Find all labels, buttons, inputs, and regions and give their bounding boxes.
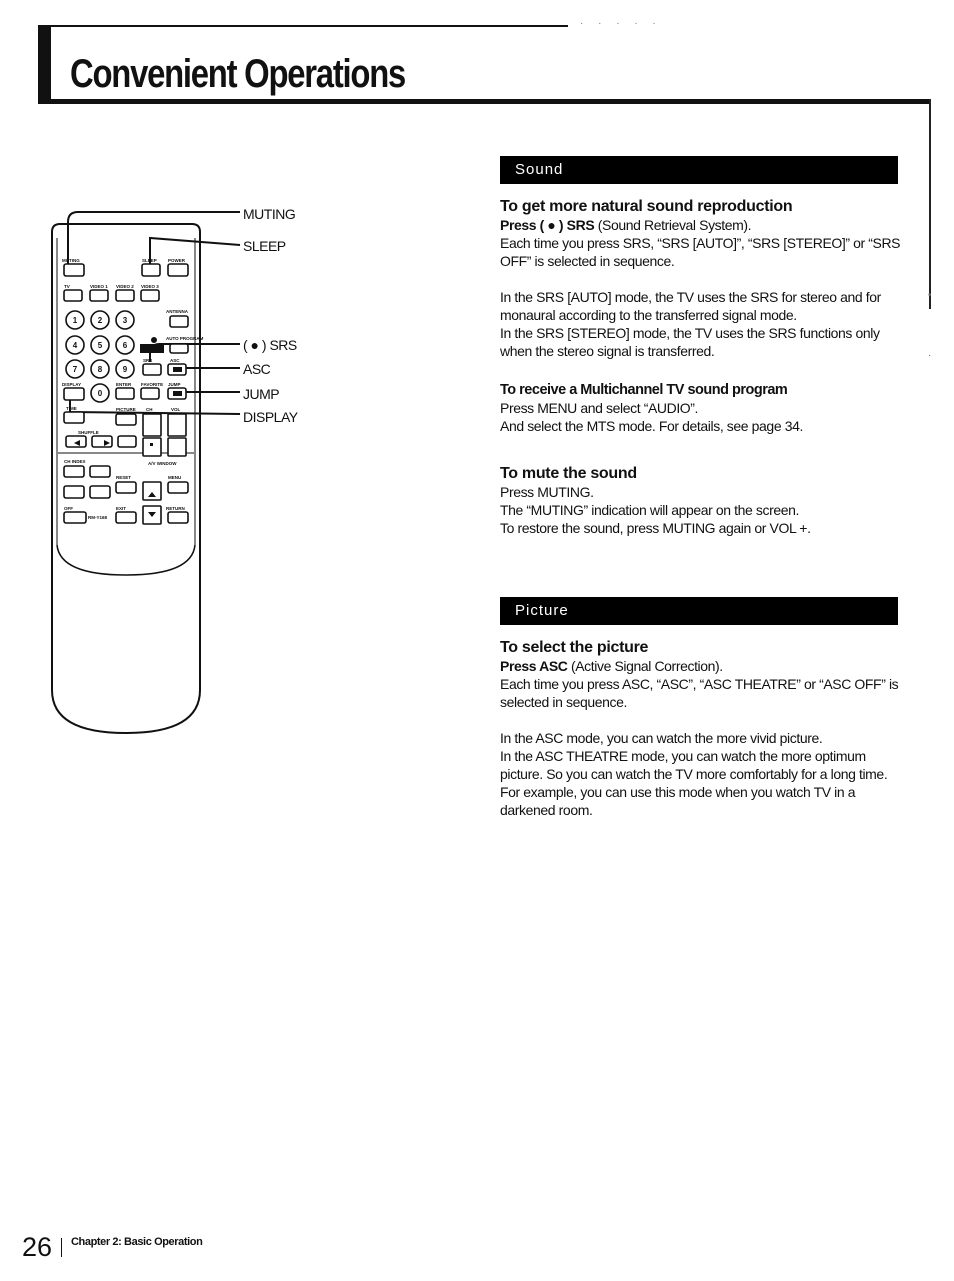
remote-label-auto-program: AUTO PROGRAM [166,336,204,341]
remote-label-asc: ASC [170,358,180,363]
mute-paragraph-2: The “MUTING” indication will appear on the screen. [500,502,800,518]
callout-muting: MUTING [243,206,296,222]
digit-8: 8 [97,365,103,374]
picture-section [500,639,910,819]
mute-heading: To mute the sound [500,465,637,482]
mute-paragraph-3: To restore the sound, press MUTING again or VOL +. [500,520,811,536]
remote-label-muting: MUTING [62,258,80,263]
mts-heading: To receive a Multichannel TV sound program [500,382,788,398]
sound-section-band: Sound [500,156,898,184]
remote-label-menu: MENU [168,475,182,480]
remote-label-return: RETURN [166,506,185,511]
remote-label-video3: VIDEO 3 [141,284,159,289]
remote-label-ch: CH [146,407,153,412]
digit-4: 4 [72,341,78,350]
footer-divider [61,1238,62,1257]
right-margin-rule [929,99,931,309]
remote-label-jump: JUMP [168,382,181,387]
remote-label-display: DISPLAY [62,382,82,387]
remote-label-power: POWER [168,258,186,263]
srs-paragraph-2: In the SRS [AUTO] mode, the TV uses the SRS for stereo and for monaural according to the transferred signal mode. [500,289,881,323]
remote-label-video2: VIDEO 2 [116,284,134,289]
remote-label-srs: SRS [143,358,153,363]
digit-2: 2 [97,316,103,325]
remote-label-enter: ENTER [116,382,132,387]
remote-label-shuffle: SHUFFLE [78,430,99,435]
callout-sleep: SLEEP [243,238,286,254]
picture-section-band: Picture [500,597,898,625]
remote-label-video1: VIDEO 1 [90,284,108,289]
srs-paragraph-1: Each time you press SRS, “SRS [AUTO]”, “SRS [STEREO]” or “SRS OFF” is selected in sequence. [500,235,901,269]
page-title: Convenient Operations [70,52,406,96]
margin-mark: · [928,350,932,361]
title-top-rule [38,25,568,27]
asc-press-label: Press ASC [500,658,568,674]
title-decoration-dots: · · · · · [580,18,662,29]
remote-label-picture: PICTURE [116,407,136,412]
callout-display: DISPLAY [243,409,298,425]
asc-press-description: (Active Signal Correction). [567,658,723,674]
mts-paragraph-2: And select the MTS mode. For details, see page 34. [500,418,803,434]
picture-paragraph-3: In the ASC THEATRE mode, you can watch the more optimum picture. So you can watch the TV more comfortably for a long time. For example, you can use this mode when you watch TV in a darkened room. [500,748,888,818]
digit-5: 5 [97,341,103,350]
digit-7: 7 [72,365,78,374]
remote-label-favorite: FAVORITE [141,382,164,387]
callout-jump: JUMP [243,386,280,402]
picture-paragraph-1: Each time you press ASC, “ASC”, “ASC THEATRE” or “ASC OFF” is selected in sequence. [500,676,899,710]
digit-9: 9 [122,365,128,374]
mute-paragraph-1: Press MUTING. [500,484,594,500]
remote-label-antenna: ANTENNA [166,309,188,314]
mts-paragraph-1: Press MENU and select “AUDIO”. [500,400,699,416]
page-number: 26 [22,1232,53,1262]
remote-control-illustration [40,145,310,745]
mute-section [500,465,910,537]
mts-section [500,381,910,435]
remote-label-av-window: A/V WINDOW [148,461,177,466]
remote-label-sleep: SLEEP [142,258,157,263]
srs-press-label: Press ( ● ) SRS [500,217,595,233]
remote-label-ch-index: CH INDEX [64,459,86,464]
remote-label-vol: VOL [171,407,181,412]
title-rule [38,99,931,104]
digit-3: 3 [122,316,128,325]
remote-label-reset: RESET [116,475,132,480]
chapter-label: Chapter 2: Basic Operation [71,1236,203,1248]
srs-section [500,198,910,360]
callout-srs: ( ● ) SRS [243,337,297,353]
digit-1: 1 [72,316,78,325]
digit-6: 6 [122,341,128,350]
picture-heading: To select the picture [500,639,649,656]
remote-label-off: OFF [64,506,73,511]
picture-paragraph-2: In the ASC mode, you can watch the more vivid picture. [500,730,823,746]
title-block-bar [38,25,51,100]
remote-label-model: RM-Y168 [88,515,108,520]
remote-label-exit: EXIT [116,506,127,511]
srs-press-description: (Sound Retrieval System). [594,217,752,233]
remote-label-time: TIME [66,406,77,411]
margin-mark: • [928,290,932,301]
srs-heading: To get more natural sound reproduction [500,198,793,215]
srs-paragraph-3: In the SRS [STEREO] mode, the TV uses the SRS functions only when the stereo signal is transferred. [500,325,880,359]
remote-label-tv: TV [64,284,70,289]
digit-0: 0 [97,389,103,398]
callout-asc: ASC [243,361,271,377]
